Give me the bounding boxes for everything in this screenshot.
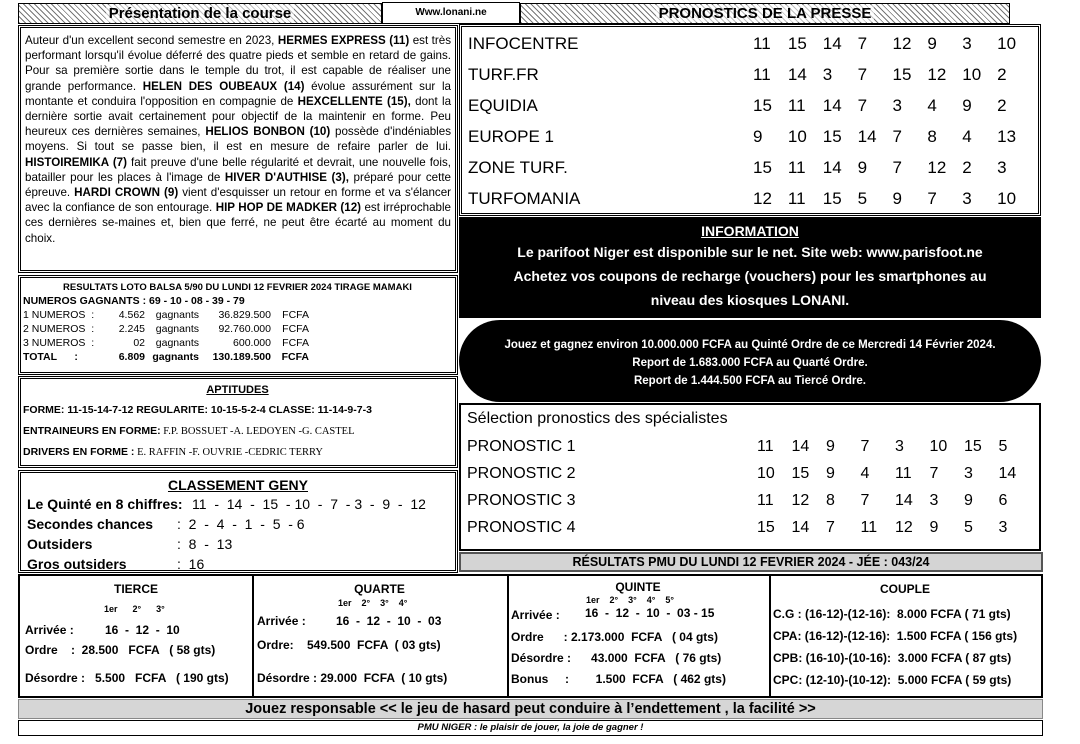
presse-number: 8 <box>927 126 937 146</box>
presse-row <box>468 59 1032 90</box>
prono-number: 12 <box>895 518 913 536</box>
presse-number: 11 <box>787 188 806 208</box>
prono-name: PRONOSTIC 4 <box>467 518 576 536</box>
couple-title: COUPLE <box>879 582 930 596</box>
presentation-segment: vient d'esquisser un retour en forme et va s'élancer avec la confiance de son entourage. <box>25 186 452 215</box>
loto-row <box>23 322 452 336</box>
presse-number: 12 <box>892 33 912 53</box>
horse-name: HISTOIREMIKA (7) <box>25 155 127 169</box>
prono-number: 15 <box>791 464 810 482</box>
prono-number: 11 <box>757 437 774 455</box>
presse-numbers <box>753 96 1032 116</box>
presse-number: 11 <box>787 95 806 115</box>
prono-number: 11 <box>860 518 878 536</box>
classement-label: Outsiders <box>27 536 93 552</box>
presse-row <box>468 152 1032 183</box>
aptitudes-forme: FORME: 11-15-14-7-12 REGULARITE: 10-15-5-2-4 CLASSE: 11-14-9-7-3 <box>23 404 372 416</box>
presse-number: 3 <box>822 64 833 84</box>
site-link-text: Www.lonani.ne <box>415 7 487 18</box>
presse-number: 11 <box>787 157 806 177</box>
presse-number: 15 <box>822 126 842 146</box>
presse-number: 2 <box>997 64 1007 84</box>
presse-number: 14 <box>822 95 842 115</box>
loto-word: gagnants <box>155 323 199 335</box>
aptitudes-title: APTITUDES <box>206 384 269 396</box>
prono-row <box>467 460 1033 487</box>
prono-number: 11 <box>895 464 912 482</box>
prono-number: 7 <box>860 491 870 509</box>
prono-number: 7 <box>929 464 939 482</box>
information-line3: niveau des kiosques LONANI. <box>650 292 850 308</box>
prono-number: 14 <box>791 518 810 536</box>
prono-number: 4 <box>860 464 870 482</box>
presentation-header <box>18 3 382 24</box>
presse-number: 14 <box>822 157 842 177</box>
presse-number: 13 <box>997 126 1017 146</box>
loto-cur: FCFA <box>281 351 309 363</box>
prono-number: 11 <box>757 491 774 509</box>
presse-number: 7 <box>927 188 937 208</box>
presse-source: TURF.FR <box>468 64 539 84</box>
classement-rows <box>27 494 449 574</box>
footer-main-text: Jouez responsable << le jeu de hasard peut conduire à l’endettement , la facilité >> <box>245 701 816 717</box>
classement-label: Gros outsiders <box>27 556 127 572</box>
loto-row <box>23 350 452 364</box>
presse-number: 5 <box>857 188 868 208</box>
loto-box <box>18 275 458 375</box>
prono-number: 7 <box>860 437 870 455</box>
loto-cur: FCFA <box>282 309 309 321</box>
prono-number: 12 <box>791 491 810 509</box>
prono-number: 6 <box>998 491 1008 509</box>
classement-value: : 2 - 4 - 1 - 5 - 6 <box>177 516 305 532</box>
presentation-title: Présentation de la course <box>106 5 295 22</box>
quinte-box <box>507 576 771 696</box>
presse-number: 7 <box>857 95 868 115</box>
presentation-segment: préparé pour cette épreuve. <box>25 170 451 200</box>
couple-row: CPB: (16-10)-(10-16): 3.000 FCFA ( 87 gts) <box>773 651 1012 665</box>
presse-number: 9 <box>753 126 763 146</box>
loto-label: TOTAL : <box>23 351 78 363</box>
presse-numbers <box>753 65 1032 85</box>
presse-box <box>459 24 1041 216</box>
drivers-list: E. RAFFIN -F. OUVRIE -CEDRIC TERRY <box>134 447 324 458</box>
prono-number: 5 <box>998 437 1008 455</box>
presse-number: 7 <box>892 157 902 177</box>
prono-number: 3 <box>929 491 939 509</box>
horse-name: HIP HOP DE MADKER (12) <box>215 201 362 215</box>
quinte-desordre: Désordre : 43.000 FCFA ( 76 gts) <box>511 651 722 665</box>
presse-number: 3 <box>892 95 902 115</box>
loto-count: 4.562 <box>118 309 145 321</box>
couple-row: CPA: (16-12)-(12-16): 1.500 FCFA ( 156 gts) <box>773 629 1018 643</box>
presse-number: 12 <box>753 188 772 208</box>
classement-title: CLASSEMENT GENY <box>167 477 308 493</box>
jackpot-banner <box>459 320 1041 402</box>
prono-number: 9 <box>826 464 835 482</box>
prono-number: 14 <box>895 491 913 509</box>
quinte-arrivee: 16 - 12 - 10 - 03 - 15 <box>585 606 715 620</box>
prono-row <box>467 514 1033 541</box>
horse-name: HARDI CROWN (9) <box>74 186 179 200</box>
presse-number: 2 <box>962 157 972 177</box>
presse-numbers <box>753 127 1032 147</box>
presentation-segment: est irréprochable ces dernières se-maines et, bien que ferré, ne peut être écarté au moment du choix. <box>25 201 452 245</box>
specialistes-box <box>459 403 1041 551</box>
presse-header <box>520 3 1010 24</box>
presse-source: INFOCENTRE <box>468 33 579 53</box>
prono-name: PRONOSTIC 1 <box>467 437 576 455</box>
drivers-label: DRIVERS EN FORME : <box>23 446 135 458</box>
prono-number: 14 <box>791 437 810 455</box>
prono-numbers <box>757 492 1033 510</box>
loto-row <box>23 336 452 350</box>
prono-number: 8 <box>826 491 835 509</box>
prono-number: 10 <box>929 437 948 455</box>
jackpot-line1: Jouez et gagnez environ 10.000.000 FCFA au Quinté Ordre de ce Mercredi 14 Février 2024. <box>504 339 996 351</box>
tierce-ranks: 1er 2° 3° <box>104 604 165 614</box>
presse-number: 7 <box>857 64 868 84</box>
site-link[interactable] <box>382 2 520 24</box>
tierce-arrivee: 16 - 12 - 10 <box>105 623 180 637</box>
presentation-segment: fait preuve d'une belle régularité et devrait, une nouvelle fois, batailler pour les places à l'image de <box>25 155 451 184</box>
classement-row <box>27 494 449 514</box>
loto-amount: 600.000 <box>233 337 271 349</box>
information-title: INFORMATION <box>701 223 799 239</box>
prono-number: 5 <box>964 518 973 536</box>
loto-amount: 36.829.500 <box>218 309 271 321</box>
presse-number: 11 <box>753 33 771 53</box>
presse-number: 9 <box>962 95 972 115</box>
presentation-box <box>18 25 458 273</box>
presse-number: 15 <box>892 64 912 84</box>
loto-label: 3 NUMEROS : <box>23 337 95 349</box>
information-box <box>459 217 1041 318</box>
prono-numbers <box>757 465 1033 483</box>
presse-number: 14 <box>857 126 877 146</box>
presentation-text <box>25 33 451 246</box>
specialistes-title: Sélection pronostics des spécialistes <box>467 410 728 427</box>
aptitudes-box <box>18 376 458 468</box>
quarte-ranks: 1er 2° 3° 4° <box>338 598 408 608</box>
loto-count: 6.809 <box>118 351 145 363</box>
couple-row: CPC: (12-10)-(10-12): 5.000 FCFA ( 59 gts) <box>773 673 1012 687</box>
classement-row <box>27 534 449 554</box>
presse-row <box>468 90 1032 121</box>
loto-label: 2 NUMEROS : <box>23 323 95 335</box>
presse-source: TURFOMANIA <box>468 188 581 208</box>
loto-rows <box>23 308 452 364</box>
horse-name: HEXCELLENTE (15), <box>297 94 411 108</box>
quinte-ranks: 1er 2° 3° 4° 5° <box>586 595 674 605</box>
prono-number: 7 <box>826 518 835 536</box>
quarte-title: QUARTE <box>354 582 405 596</box>
presse-number: 3 <box>962 33 972 53</box>
horse-name: HELIOS BONBON (10) <box>205 125 331 139</box>
entraineurs-list: F.P. BOSSUET -A. LEDOYEN -G. CASTEL <box>160 426 355 437</box>
prono-numbers <box>757 438 1033 456</box>
presse-source: EQUIDIA <box>468 95 538 115</box>
loto-row <box>23 308 452 322</box>
presse-number: 15 <box>822 188 842 208</box>
prono-numbers <box>757 519 1033 537</box>
prono-number: 9 <box>826 437 835 455</box>
classement-label: Secondes chances <box>27 516 154 532</box>
classement-label: Le Quinté en 8 chiffres: <box>27 496 183 512</box>
quinte-title: QUINTE <box>615 580 661 594</box>
presse-number: 14 <box>822 33 842 53</box>
presse-number: 10 <box>997 188 1017 208</box>
presse-number: 14 <box>787 64 807 84</box>
prono-number: 3 <box>998 518 1008 536</box>
quarte-arrivee: 16 - 12 - 10 - 03 <box>336 614 442 628</box>
presse-number: 10 <box>787 126 807 146</box>
presentation-segment: Auteur d'un excellent second semestre en 2023, <box>25 34 278 47</box>
presse-number: 4 <box>962 126 972 146</box>
presse-number: 15 <box>753 95 772 115</box>
classement-row <box>27 554 449 574</box>
presentation-segment: possède d'indéniables moyens. Si tout se passe bien, il est en mesure de refaire parler de lui. <box>25 125 451 154</box>
tierce-title: TIERCE <box>113 582 158 596</box>
aptitudes-entraineurs <box>23 421 452 442</box>
presse-numbers <box>753 189 1032 209</box>
information-line1: Le parifoot Niger est disponible sur le net. Site web: www.parisfoot.ne <box>517 244 983 260</box>
footer-sub-text: PMU NIGER : le plaisir de jouer, la joie de gagner ! <box>417 722 644 733</box>
presse-source: ZONE TURF. <box>468 157 568 177</box>
presse-title: PRONOSTICS DE LA PRESSE <box>656 5 875 22</box>
loto-title: RESULTATS LOTO BALSA 5/90 DU LUNDI 12 FEVRIER 2024 TIRAGE MAMAKI <box>63 282 412 293</box>
loto-cur: FCFA <box>282 337 309 349</box>
tierce-box <box>20 576 254 696</box>
horse-name: HELEN DES OUBEAUX (14) <box>142 79 305 93</box>
presse-numbers <box>753 34 1032 54</box>
loto-word: gagnants <box>155 309 199 321</box>
presse-number: 9 <box>892 188 902 208</box>
presse-number: 10 <box>962 64 982 84</box>
results-row <box>18 574 1043 698</box>
prono-number: 3 <box>895 437 904 455</box>
loto-word: gagnants <box>155 337 199 349</box>
loto-winning-numbers: NUMEROS GAGNANTS : 69 - 10 - 08 - 39 - 79 <box>23 295 245 307</box>
classement-row <box>27 514 449 534</box>
jackpot-line2: Report de 1.683.000 FCFA au Quarté Ordre. <box>632 357 868 369</box>
classement-box <box>18 470 458 573</box>
presentation-segment: est très performant lorsqu'il évolue déferré des quatre pieds et semble en retard de gains. Pour sa première sortie dans le temple du trot, il est capable de réaliser une grande performance. <box>25 34 451 93</box>
quinte-ordre: Ordre : 2.173.000 FCFA ( 04 gts) <box>511 630 718 644</box>
prono-number: 15 <box>757 518 775 536</box>
prono-name: PRONOSTIC 3 <box>467 491 576 509</box>
presse-number: 11 <box>753 64 771 84</box>
prono-number: 3 <box>964 464 973 482</box>
presse-row <box>468 121 1032 152</box>
presentation-segment: évolue assurément sur la montante et conduira l'opposition en compagnie de <box>25 79 451 108</box>
prono-number: 9 <box>964 491 973 509</box>
horse-name: HERMES EXPRESS (11) <box>277 34 410 47</box>
quinte-bonus: Bonus : 1.500 FCFA ( 462 gts) <box>511 672 726 686</box>
quinte-arrivee-label: Arrivée : <box>511 608 560 622</box>
tierce-arrivee-label: Arrivée : <box>25 623 74 637</box>
presse-number: 4 <box>927 95 937 115</box>
loto-amount: 130.189.500 <box>212 351 271 363</box>
classement-value: : 8 - 13 <box>177 536 233 552</box>
presse-number: 7 <box>857 33 868 53</box>
jackpot-line3: Report de 1.444.500 FCFA au Tiercé Ordre. <box>633 375 866 387</box>
quarte-arrivee-label: Arrivée : <box>257 614 306 628</box>
presse-row <box>468 183 1032 214</box>
prono-number: 15 <box>964 437 982 455</box>
presse-number: 15 <box>787 33 807 53</box>
presse-number: 2 <box>997 95 1007 115</box>
loto-count: 02 <box>133 337 145 349</box>
tierce-desordre: Désordre : 5.500 FCFA ( 190 gts) <box>25 671 229 685</box>
footer-main <box>18 699 1043 719</box>
prono-number: 14 <box>998 464 1017 482</box>
presse-number: 12 <box>927 64 947 84</box>
classement-value: 11 - 14 - 15 - 10 - 7 - 3 - 9 - 12 <box>192 496 426 512</box>
presse-number: 15 <box>753 157 772 177</box>
prono-row <box>467 487 1033 514</box>
tierce-ordre: Ordre : 28.500 FCFA ( 58 gts) <box>25 643 216 657</box>
loto-amount: 92.760.000 <box>218 323 271 335</box>
presse-number: 12 <box>927 157 947 177</box>
loto-count: 2.245 <box>118 323 145 335</box>
prono-row <box>467 433 1033 460</box>
prono-name: PRONOSTIC 2 <box>467 464 576 482</box>
presse-source: EUROPE 1 <box>468 126 554 146</box>
couple-box <box>769 576 1041 696</box>
quarte-box <box>252 576 509 696</box>
presse-number: 7 <box>892 126 902 146</box>
presentation-segment: dont la dernière sortie avait certainement pour objectif de la maintenir en forme. Peu heureux ces dernières semaines, <box>25 94 452 139</box>
loto-word: gagnants <box>152 351 199 363</box>
pmu-results-title: RÉSULTATS PMU DU LUNDI 12 FEVRIER 2024 - JÉE : 043/24 <box>572 555 930 569</box>
presse-number: 3 <box>997 157 1007 177</box>
aptitudes-drivers <box>23 442 452 463</box>
horse-name: HIVER D'AUTHISE (3), <box>224 170 349 184</box>
presse-number: 9 <box>927 33 937 53</box>
quarte-desordre: Désordre : 29.000 FCFA ( 10 gts) <box>257 671 448 685</box>
presse-number: 10 <box>997 33 1017 53</box>
footer-sub <box>18 720 1043 736</box>
prono-number: 9 <box>929 518 939 536</box>
loto-cur: FCFA <box>282 323 309 335</box>
presse-number: 9 <box>857 157 868 177</box>
prono-number: 10 <box>757 464 775 482</box>
presse-numbers <box>753 158 1032 178</box>
classement-value: : 16 <box>177 556 205 572</box>
presse-number: 3 <box>962 188 972 208</box>
couple-row: C.G : (16-12)-(12-16): 8.000 FCFA ( 71 gts) <box>773 607 1011 621</box>
pmu-results-bar <box>459 552 1043 572</box>
loto-label: 1 NUMEROS : <box>23 309 95 321</box>
presse-row <box>468 28 1032 59</box>
information-line2: Achetez vos coupons de recharge (vouchers) pour les smartphones au <box>513 268 987 284</box>
entraineurs-label: ENTRAINEURS EN FORME: <box>23 425 161 437</box>
quarte-ordre: Ordre: 549.500 FCFA ( 03 gts) <box>257 638 441 652</box>
